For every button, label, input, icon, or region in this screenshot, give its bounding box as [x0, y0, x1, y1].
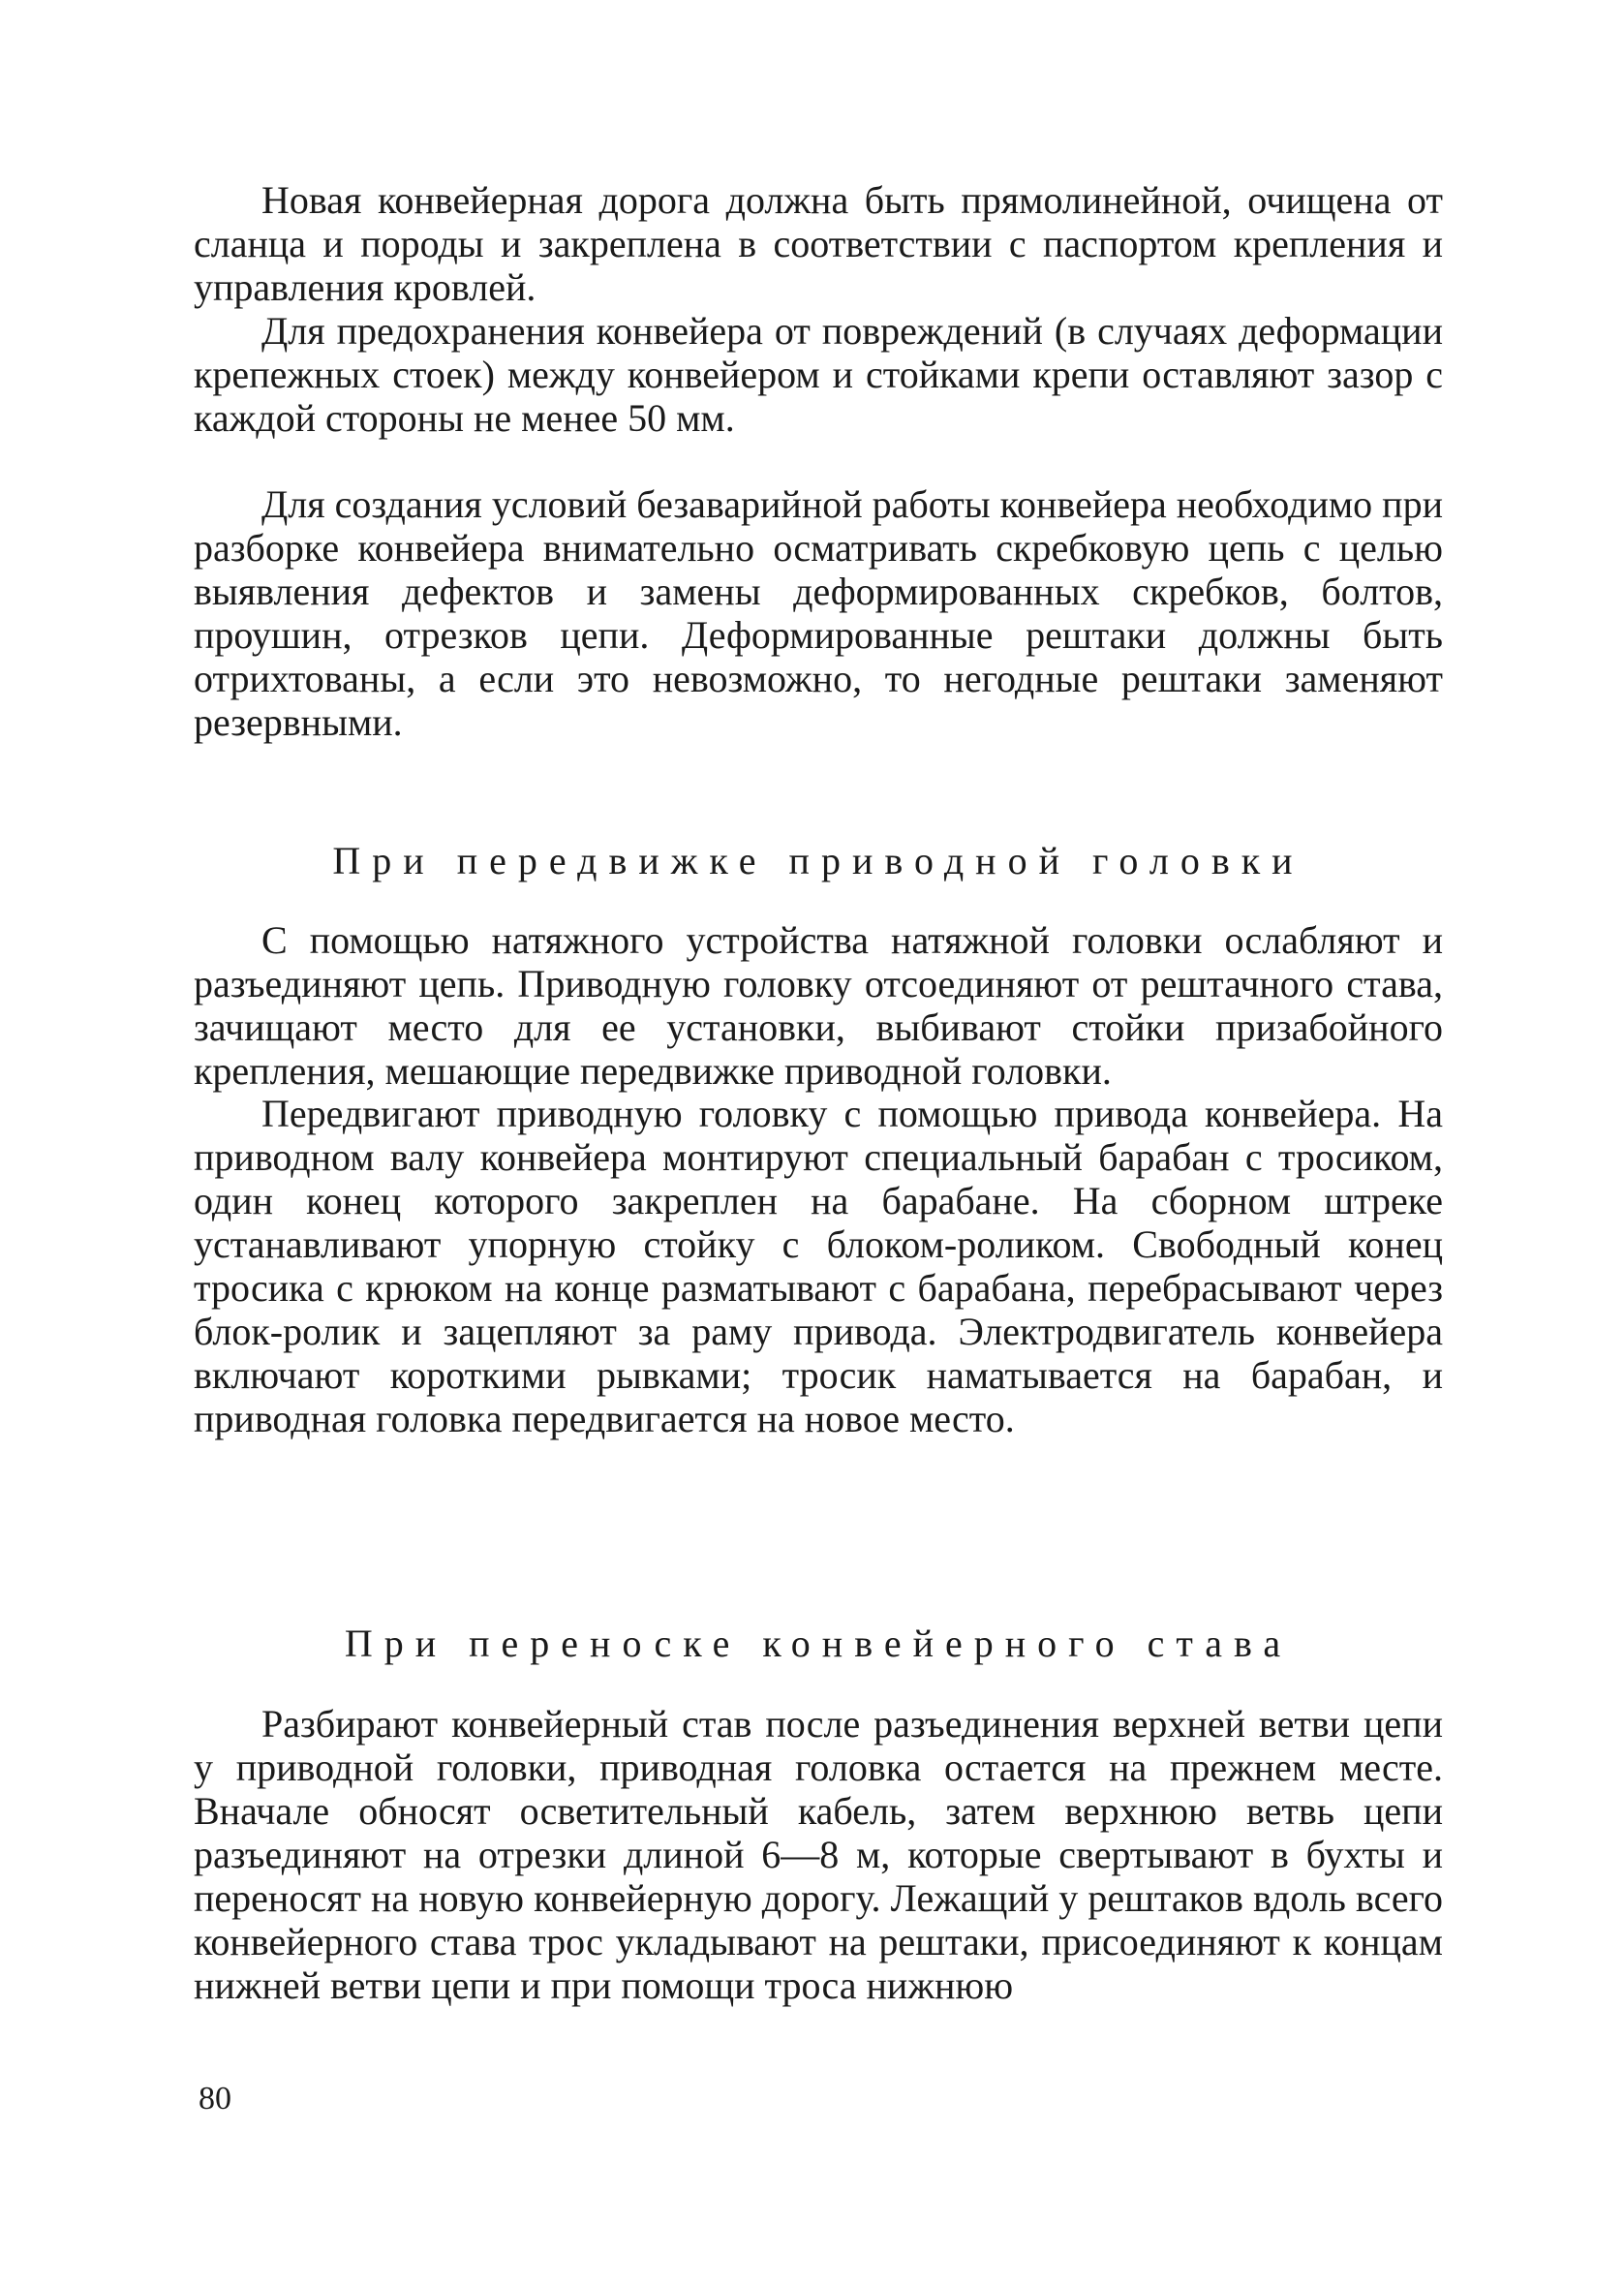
paragraph-safe-operation: Для создания условий безаварийной работы конвейера необходимо при разборке конвейера внимательно осматривать скребковую цепь с целью выявления дефектов и замены деформированных скребков, болтов, проушин, отрезков цепи. Деформированные рештаки должны быть отрихтованы, а если это невозможно, то негодные рештаки заменяют резервными.: [194, 482, 1443, 744]
paragraph-conveyor-road: Новая конвейерная дорога должна быть прямолинейной, очищена от сланца и породы и закреплена в соответствии с паспортом крепления и управления кровлей.: [194, 178, 1443, 309]
section-heading-drive-head: При передвижке приводной головки: [332, 839, 1304, 882]
section-heading-conveyor-frame: При переноске конвейерного става: [344, 1622, 1293, 1665]
paragraph-loosen-chain: С помощью натяжного устройства натяжной головки ослабляют и разъединяют цепь. Приводную головку отсоединяют от рештачного става, зачищают место для ее установки, выбивают стойки призабойного крепления, мешающие передвижке приводной головки.: [194, 918, 1443, 1093]
paragraph-dismantle-frame: Разбирают конвейерный став после разъединения верхней ветви цепи у приводной головки, приводная головка остается на прежнем месте. Вначале обносят осветительный кабель, затем верхнюю ветвь цепи разъединяют на отрезки длиной 6—8 м, которые свертывают в бухты и переносят на новую конвейерную дорогу. Лежащий у рештаков вдоль всего конвейерного става трос укладывают на рештаки, присоединяют к концам нижней ветви цепи и при помощи троса нижнюю: [194, 1702, 1443, 2007]
page-number: 80: [199, 2081, 231, 2117]
paragraph-conveyor-protection: Для предохранения конвейера от повреждений (в случаях деформации крепежных стоек) между конвейером и стойками крепи оставляют зазор с каждой стороны не менее 50 мм.: [194, 309, 1443, 440]
paragraph-move-drive-head: Передвигают приводную головку с помощью привода конвейера. На приводном валу конвейера монтируют специальный барабан с тросиком, один конец которого закреплен на барабане. На сборном штреке устанавливают упорную стойку с блоком-роликом. Свободный конец тросика с крюком на конце разматывают с барабана, перебрасывают через блок-ролик и зацепляют за раму привода. Электродвигатель конвейера включают короткими рывками; тросик наматывается на барабан, и приводная головка передвигается на новое место.: [194, 1092, 1443, 1440]
